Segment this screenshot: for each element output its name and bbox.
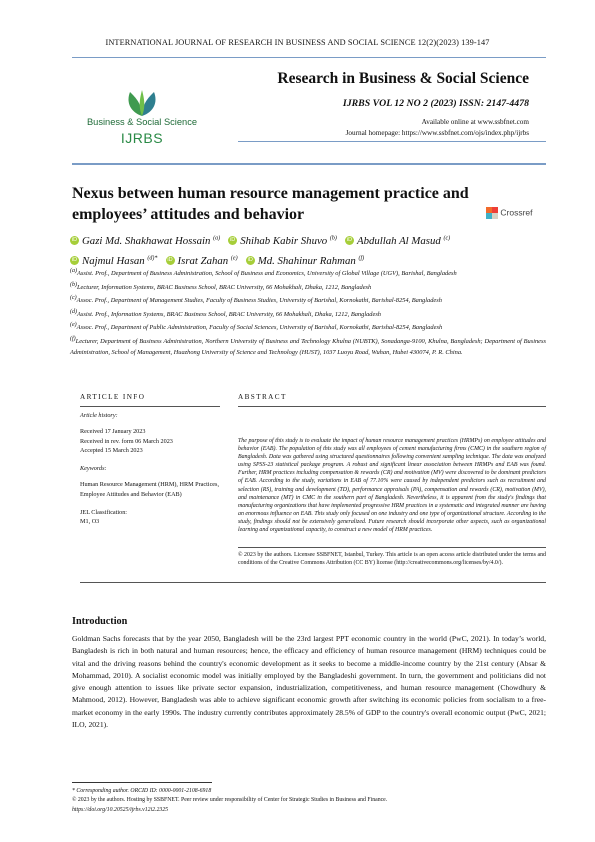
doi-link[interactable]: https://doi.org/10.20525/ijrbs.v12i2.2325	[72, 806, 169, 813]
orcid-icon[interactable]: iD	[71, 236, 78, 243]
jel-codes: M1, O3	[80, 518, 100, 526]
logo-abbreviation: IJRBS	[120, 130, 164, 146]
crossref-label: Crossref	[500, 207, 533, 218]
author-list	[70, 229, 540, 270]
author[interactable]: iD Shihab Kabir Shuvo $^{(b)}$	[230, 234, 337, 247]
journal-title: Research in Business & Social Science	[277, 70, 529, 87]
received-date: Received 17 January 2023	[80, 428, 146, 436]
journal-header-line: INTERNATIONAL JOURNAL OF RESEARCH IN BUSINESS AND SOCIAL SCIENCE 12(2)(2023) 139-147	[105, 38, 490, 47]
orcid-icon[interactable]: iD	[346, 236, 353, 243]
affiliation: $^{(b)}$Lecturer, Information Systems, BRAC Business School, BRAC University, 66 Mohakhali, Dhaka, 1212, Bangladesh	[70, 281, 372, 291]
affiliations	[70, 266, 546, 359]
crossref-icon	[486, 207, 498, 219]
availability-info	[346, 117, 529, 139]
article-info-heading: ARTICLE INFO	[80, 393, 146, 401]
crossref-badge[interactable]	[486, 207, 533, 219]
affiliation: $^{(c)}$Assoc. Prof., Department of Management Studies, Faculty of Business Studies, University of Barishal, Kornokathi, Barishal-8254, Bangladesh	[70, 295, 442, 305]
orcid-icon[interactable]: iD	[247, 257, 253, 264]
history-label: Article history:	[80, 412, 118, 419]
accepted-date: Accepted 15 March 2023	[80, 446, 143, 454]
orcid-icon[interactable]: iD	[167, 257, 173, 264]
abstract-bottom-rule	[80, 582, 546, 583]
jel-label: JEL Classification:	[80, 509, 128, 517]
corresponding-author: * Corresponding author. ORCID ID: 0000-0001-2108-6918	[72, 788, 212, 794]
orcid-icon[interactable]: iD	[71, 257, 78, 264]
header-rule	[72, 57, 546, 58]
revised-date: Received in rev. form 06 March 2023	[80, 437, 173, 445]
paper-title: Nexus between human resource management practice and employees’ attitudes and behavior	[72, 185, 469, 223]
copyright-note: © 2023 by the authors. Hosting by SSBFNET. Peer review under responsibility of Center for Strategic Studies in Business and Finance.	[72, 797, 388, 804]
orcid-icon[interactable]: iD	[230, 236, 236, 243]
header-rule-right	[238, 141, 546, 142]
author[interactable]: iD Md. Shahinur Rahman $^{(f)}$	[247, 255, 365, 268]
abstract-heading: ABSTRACT	[238, 393, 287, 401]
logo-text: Business & Social Science	[86, 117, 198, 127]
introduction-heading: Introduction	[72, 616, 128, 627]
affiliation: $^{(e)}$Assoc. Prof., Department of Public Administration, Faculty of Social Sciences, University of Barishal, Kornokathi, Barishal-8254, Bangladesh	[70, 322, 443, 332]
affiliation: $^{(f)}$Lecturer, Department of Business Administration, Northern University of Business and Technology Khulna (NUBTK), Sonadanga-9100, Khulna, Bangladesh; Department of Business Administration, School of Management, Huazhong University of Science and Technology (HUST), 1037 Luoyu Road, Wuhan, Hubei 430074, P. R. China.	[70, 335, 546, 357]
footnote-rule	[72, 782, 212, 783]
author[interactable]: iD Gazi Md. Shakhawat Hossain $^{(a)}$	[71, 234, 221, 247]
abstract-rule	[238, 406, 546, 407]
article-info-rule	[80, 406, 220, 407]
license-text: © 2023 by the authors. Licensee SSBFNET, Istanbul, Turkey. This article is an open access article distributed under the terms and conditions of the Creative Commons Attribution (CC BY) license (http://creativecommons.org/licenses/by/4.0/).	[238, 552, 546, 567]
license-rule	[238, 547, 546, 548]
affiliation: $^{(d)}$Assist. Prof., Information Systems, BRAC Business School, BRAC University, 66 Mohakhali, Dhaka, 1212, Bangladesh	[70, 308, 382, 318]
introduction-text: Goldman Sachs forecasts that by the year 2050, Bangladesh will be the 23rd largest PPT economic country in the world (PwC, 2021). In today’s world, Bangladesh is rich in both natural and human resources; hence, the efficacy and efficiency of human resource management (HRM) techniques could be vital and the driving reasons behind the country's economic development as it seeks to become a middle-income country by the 21st century (Absar & Mohammad, 2010). A socialist economic model was initially employed by the Bangladeshi government. In turn, the government and politicians did not give enough attention to issues like private sector expansion, industrialization, competitiveness, and human resource management (Chowdhury & Mahmood, 2012). However, Bangladesh was able to achieve significant economic growth after switching its economic policies from socialism to a free-market economy in the early 1990s. The industry currently contributes approximately 28.5% of GDP to the country's overall economic output (PwC, 2021; ILO, 2021).	[72, 634, 546, 730]
keywords: Human Resource Management (HRM), HRM Practices, Employee Attitudes and Behavior (EAB)	[80, 481, 220, 498]
title-rule	[72, 163, 546, 165]
abstract-text: The purpose of this study is to evaluate the impact of human resource management practices (HRMPs) on employee attitudes and behavior (EAB). The population of this study was all employees of cement manufacturing firms (CMC) in the southern region of Bangladesh. Data was gathered using structured questionnaires following convenient sampling technique. The data was analyzed using SPSS-23 statistical package program. A robust and significant linear association between HRMPs and EAB was found. Further, HRM practices including compensation & rewards (CR) and motivation (MV) were discovered to be dominant predictors of EAB. According to the study, variations in EAB of 77.10% were caused by independent predictors such as recruitment and selection (RS), training and development (TD), performance appraisals (PA), compensation and rewards (CR), motivation (MV), and maintenance (MT) in CMC in the southern part of Bangladesh. Nevertheless, it is apparent from the study's findings that manufacturing organizations that have implemented progressive HRM practices in a systematic and integrated manner are having an enormous influence on EAB. This study only focused on one industry and one type of organizational structure. According to the study, findings should not be extensively generalized. Future research should incorporate other aspects, such as organizational learning and organizational capacity, to construct a new model of HRM practices.	[238, 438, 546, 534]
keywords-label: Keywords:	[80, 465, 107, 473]
journal-logo	[78, 90, 206, 150]
affiliation: $^{(a)}$Assist. Prof., Department of Business Administration, School of Business and Economics, University of Global Village (UGV), Barishal, Bangladesh	[70, 268, 457, 278]
available-online: Available online at www.ssbfnet.com	[421, 118, 529, 126]
journal-homepage-link[interactable]: Journal homepage: https://www.ssbfnet.com/ojs/index.php/ijrbs	[345, 129, 529, 137]
leaf-logo-icon	[78, 90, 206, 118]
author[interactable]: iD Israt Zahan $^{(e)}$	[167, 255, 238, 268]
footnotes	[72, 787, 546, 815]
author[interactable]: iD Abdullah Al Masud $^{(c)}$	[346, 234, 451, 247]
author[interactable]: iD Najmul Hasan $^{(d)*}$	[71, 255, 158, 268]
article-info-body	[80, 411, 220, 527]
journal-volume: IJRBS VOL 12 NO 2 (2023) ISSN: 2147-4478	[342, 98, 529, 109]
